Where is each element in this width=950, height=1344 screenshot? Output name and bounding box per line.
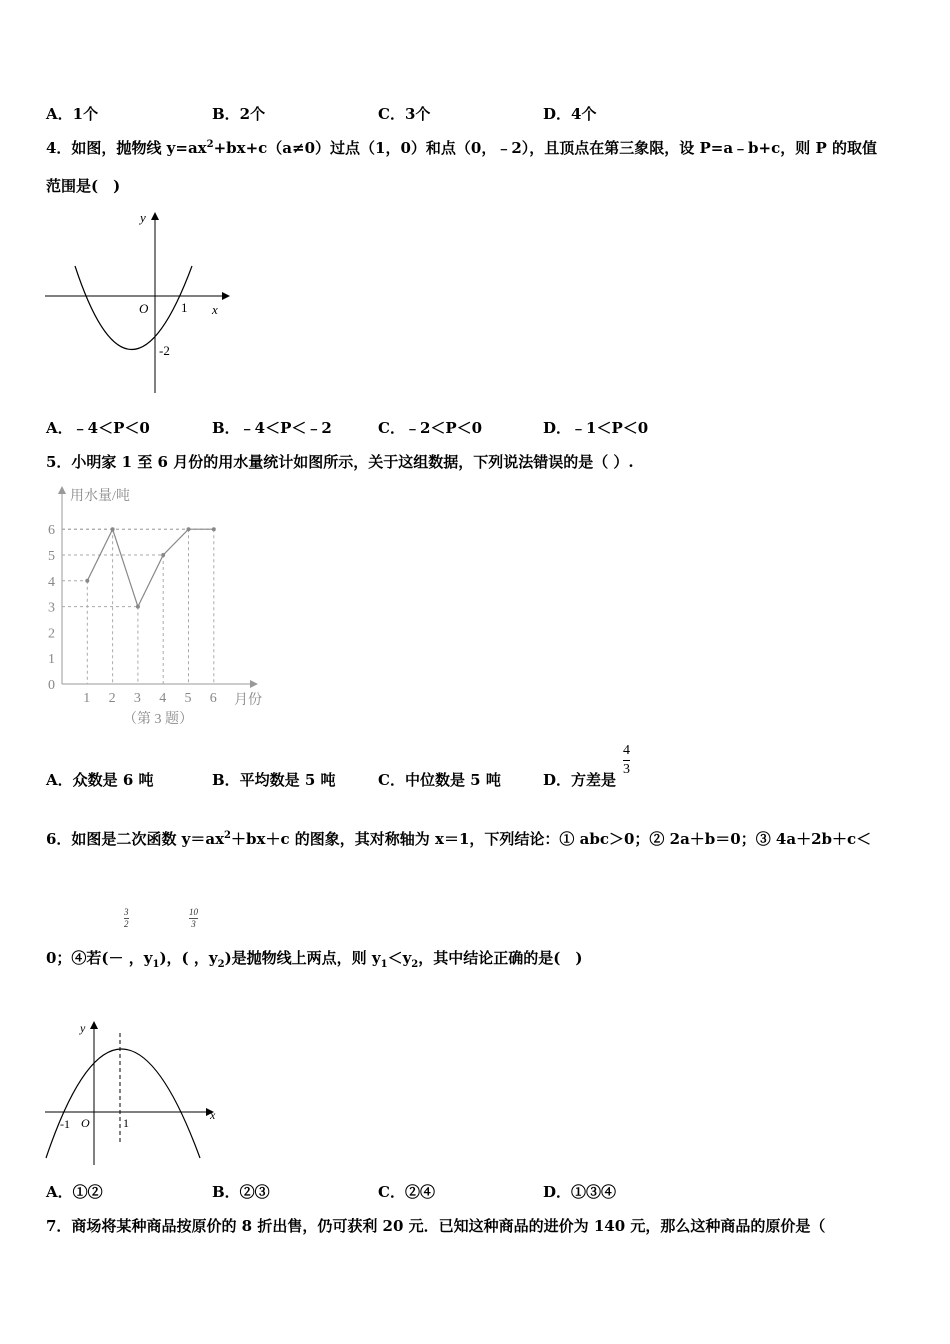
q6-parabola-curve: [46, 1049, 200, 1158]
chart-xtick-label: 6: [209, 691, 217, 706]
q4-stem-line2: 范围是( ): [46, 177, 121, 195]
chart-points: [85, 527, 216, 608]
q5-water-usage-chart: [40, 482, 280, 732]
chart-xtick-label: 2: [108, 691, 116, 706]
q6-stem-line2: 0；④若(－ ，$y_1$)，( ，$y_2$)是抛物线上两点，则 $y_1<y_2$，其中结论正确的是( ): [46, 949, 583, 970]
q3-option-a: A．1个: [46, 105, 99, 123]
q6-tick-minus-one: -1: [60, 1117, 70, 1131]
q4-y-arrow-icon: [151, 212, 159, 220]
q5-stem: 5．小明家 1 至 6 月份的用水量统计如图所示，关于这组数据，下列说法错误的是（ ）.: [46, 453, 634, 471]
q6-option-b: B．②③: [212, 1183, 270, 1201]
q4-x-label: x: [212, 302, 218, 317]
q6-tick-one: 1: [123, 1116, 129, 1130]
q4-option-d: D．﹣1＜P＜0: [543, 419, 649, 437]
q4-option-c: C．﹣2＜P＜0: [378, 419, 483, 437]
q4-stem-line1: 4．如图，抛物线 $y=ax^2+bx+c(a\ne 0)$过点（1，0）和点（0，﹣2），且顶点在第三象限，设 P=a﹣b+c，则 P 的取值: [46, 139, 877, 157]
chart-point: [187, 527, 191, 531]
q6-option-c: C．②④: [378, 1183, 435, 1201]
chart-ytick-label: 3: [48, 600, 55, 616]
q5-option-c: C．中位数是 5 吨: [378, 771, 501, 789]
q7-stem: 7．商场将某种商品按原价的 8 折出售，仍可获利 20 元．已知这种商品的进价为 140 元，那么这种商品的原价是（: [46, 1217, 826, 1235]
q6-stem-line1: 6．如图是二次函数 $y=ax^2+bx+c$ 的图象，其对称轴为 x＝1，下列结论：① abc＞0；② 2a＋b＝0；③ 4a＋2b＋c＜: [46, 830, 872, 848]
q6-x-label: x: [210, 1108, 216, 1122]
chart-xtick-label: 5: [184, 691, 192, 706]
chart-point: [85, 579, 89, 583]
q4-tick-one: 1: [181, 300, 188, 315]
chart-caption: （第 3 题）: [123, 712, 193, 727]
chart-ytick-label: 4: [48, 574, 55, 590]
chart-point: [136, 605, 140, 609]
q5-option-d: D．方差是: [543, 771, 617, 789]
q4-option-a: A．﹣4＜P＜0: [46, 419, 150, 437]
q6-option-a: A．①②: [46, 1183, 103, 1201]
q3-option-c: C．3个: [378, 105, 431, 123]
q6-y-arrow-icon: [90, 1021, 98, 1029]
q6-fraction-ten-thirds: 10 3: [189, 907, 198, 929]
chart-point: [161, 553, 165, 557]
q4-y-label: y: [140, 210, 146, 225]
q4-parabola-graph: [40, 208, 230, 398]
chart-series-line: [87, 529, 214, 606]
chart-ytick-label: 2: [48, 626, 55, 642]
q5-variance-numerator: 4: [623, 743, 630, 758]
chart-xtick-label: 1: [83, 691, 91, 706]
chart-ytick-label: 0: [48, 678, 55, 693]
chart-ytick-label: 6: [48, 523, 55, 539]
chart-ytick-label: 5: [48, 549, 55, 564]
q5-variance-fraction: [623, 744, 630, 777]
q3-option-d: D．4个: [543, 105, 597, 123]
chart-point: [111, 527, 115, 531]
chart-point: [212, 527, 216, 531]
q5-option-a: A．众数是 6 吨: [46, 771, 154, 789]
chart-ylabel: 用水量/吨: [70, 489, 130, 504]
q6-parabola-graph: [40, 1015, 230, 1175]
chart-y-arrow-icon: [58, 486, 66, 494]
q4-origin-label: O: [139, 301, 149, 316]
chart-xlabel: 月份: [234, 693, 262, 708]
q6-origin-label: O: [81, 1116, 90, 1130]
q4-tick-minus-two: -2: [159, 343, 170, 358]
q4-parabola-curve: [75, 266, 192, 350]
q6-fraction-three-halves: 3 2: [124, 907, 129, 929]
q6-y-label: y: [80, 1021, 86, 1035]
q6-option-d: D．①③④: [543, 1183, 617, 1201]
q4-x-arrow-icon: [222, 292, 230, 300]
q5-variance-denominator: 3: [623, 762, 630, 777]
chart-ytick-label: 1: [48, 652, 55, 668]
chart-ticks: [48, 523, 217, 706]
chart-x-arrow-icon: [250, 680, 258, 688]
q3-option-b: B．2个: [212, 105, 266, 123]
chart-xtick-label: 4: [159, 691, 167, 706]
chart-xtick-label: 3: [133, 691, 141, 706]
q4-option-b: B．﹣4＜P＜﹣2: [212, 419, 332, 437]
q5-option-b: B．平均数是 5 吨: [212, 771, 336, 789]
